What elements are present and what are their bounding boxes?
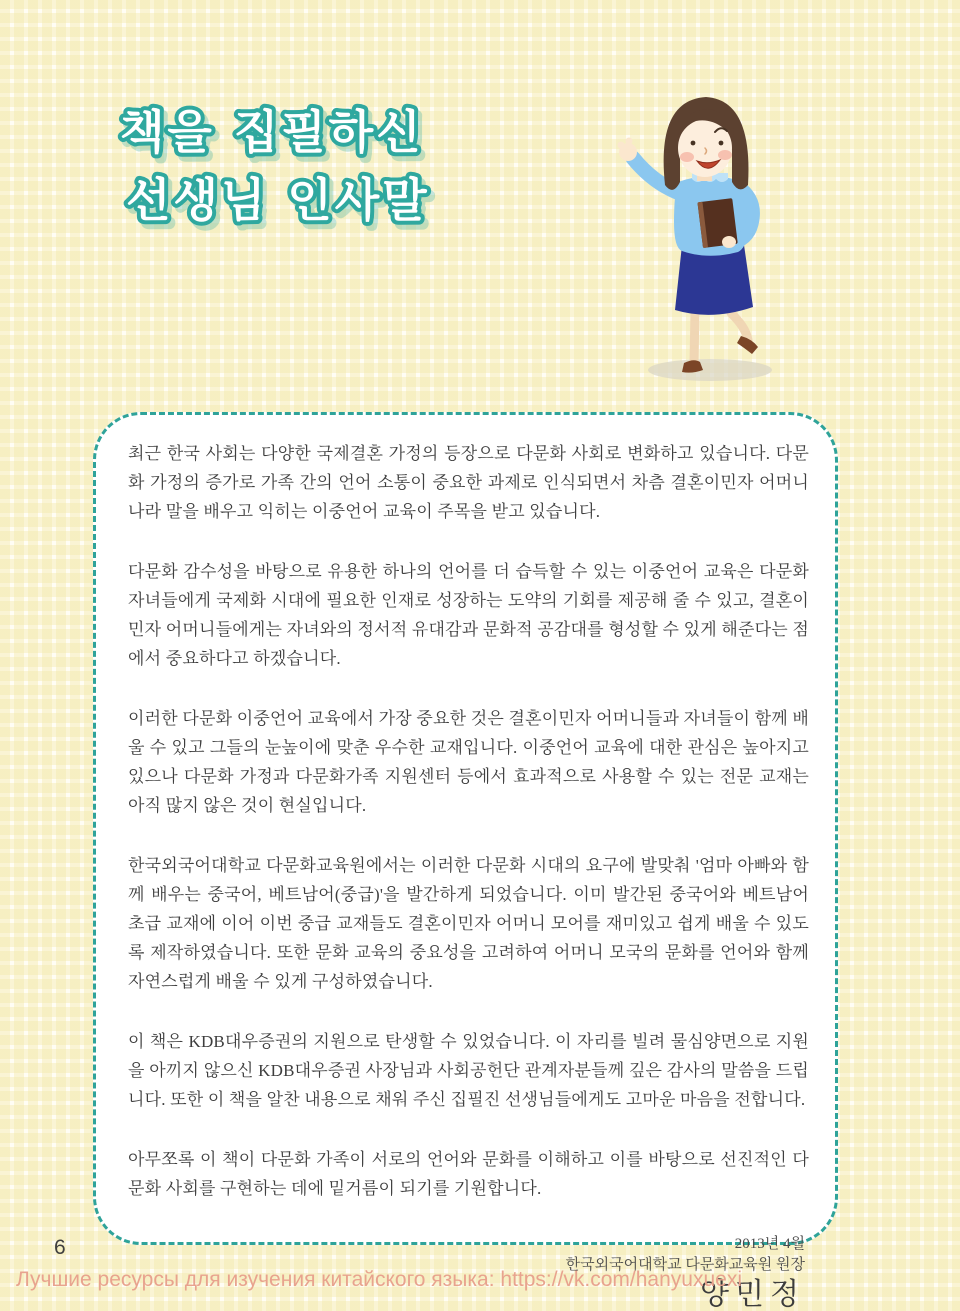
greeting-paragraph: 이 책은 KDB대우증권의 지원으로 탄생할 수 있었습니다. 이 자리를 빌려 물심양면으로 지원을 아끼지 않으신 KDB대우증권 사장님과 사회공헌단 관계자분들께 깊은 감사의 말씀을 드립니다. 또한 이 책을 알찬 내용으로 채워 주신 집필진 선생님들에게도 고마운 마음을 전합니다. (128, 1032, 809, 1109)
greeting-paragraph: 이러한 다문화 이중언어 교육에서 가장 중요한 것은 결혼이민자 어머니들과 자녀들이 함께 배울 수 있고 그들의 눈높이에 맞춘 우수한 교재입니다. 이중언어 교육에 대한 관심은 높아지고 있으나 다문화 가정과 다문화가족 지원센터 등에서 효과적으로 사용할 수 있는 전문 교재는 아직 많지 않은 것이 현실입니다. (128, 709, 809, 815)
signature-name: 양민정 (700, 1278, 805, 1311)
greeting-paragraph: 최근 한국 사회는 다양한 국제결혼 가정의 등장으로 다문화 사회로 변화하고 있습니다. 다문화 가정의 증가로 가족 간의 언어 소통이 중요한 과제로 인식되면서 차츰 결혼이민자 어머니 나라 말을 배우고 익히는 이중언어 교육이 주목을 받고 있습니다. (128, 444, 809, 521)
floor-shadow (648, 359, 772, 381)
greeting-paragraph: 다문화 감수성을 바탕으로 유용한 하나의 언어를 더 습득할 수 있는 이중언어 교육은 다문화 자녀들에게 국제화 시대에 필요한 인재로 성장하는 도약의 기회를 제공해 줄 수 있고, 결혼이민자 어머니들에게는 자녀와의 정서적 유대감과 문화적 공감대를 형성할 수 있게 해준다는 점에서 중요하다고 하겠습니다. (128, 562, 809, 668)
greeting-paragraph: 한국외국어대학교 다문화교육원에서는 이러한 다문화 시대의 요구에 발맞춰 '엄마 아빠와 함께 배우는 중국어, 베트남어(중급)'을 발간하게 되었습니다. 이미 발간된 중국어와 베트남어 초급 교재에 이어 이번 중급 교재들도 결혼이민자 어머니 모어를 재미있고 쉽게 배울 수 있도록 제작하였습니다. 또한 문화 교육의 중요성을 고려하여 어머니 모국의 문화를 언어와 함께 자연스럽게 배울 수 있게 구성하였습니다. (128, 856, 809, 991)
page-title-line2: 선생님 인사말 (126, 173, 430, 227)
page-title (106, 92, 536, 262)
page-number: 6 (54, 1236, 66, 1259)
signature-title: 한국외국어대학교 다문화교육원 원장 (565, 1257, 805, 1273)
signature-date: 2013년 4월 (734, 1236, 805, 1252)
watermark-text: Лучшие ресурсы для изучения китайского языка: https://vk.com/hanyuxuexi (16, 1268, 742, 1291)
teacher-illustration (588, 82, 898, 394)
greeting-paragraph: 아무쪼록 이 책이 다문화 가족이 서로의 언어와 문화를 이해하고 이를 바탕으로 선진적인 다문화 사회를 구현하는 데에 밑거름이 되기를 기원합니다. (128, 1150, 809, 1198)
page-title-line1: 책을 집필하신 (120, 105, 424, 159)
